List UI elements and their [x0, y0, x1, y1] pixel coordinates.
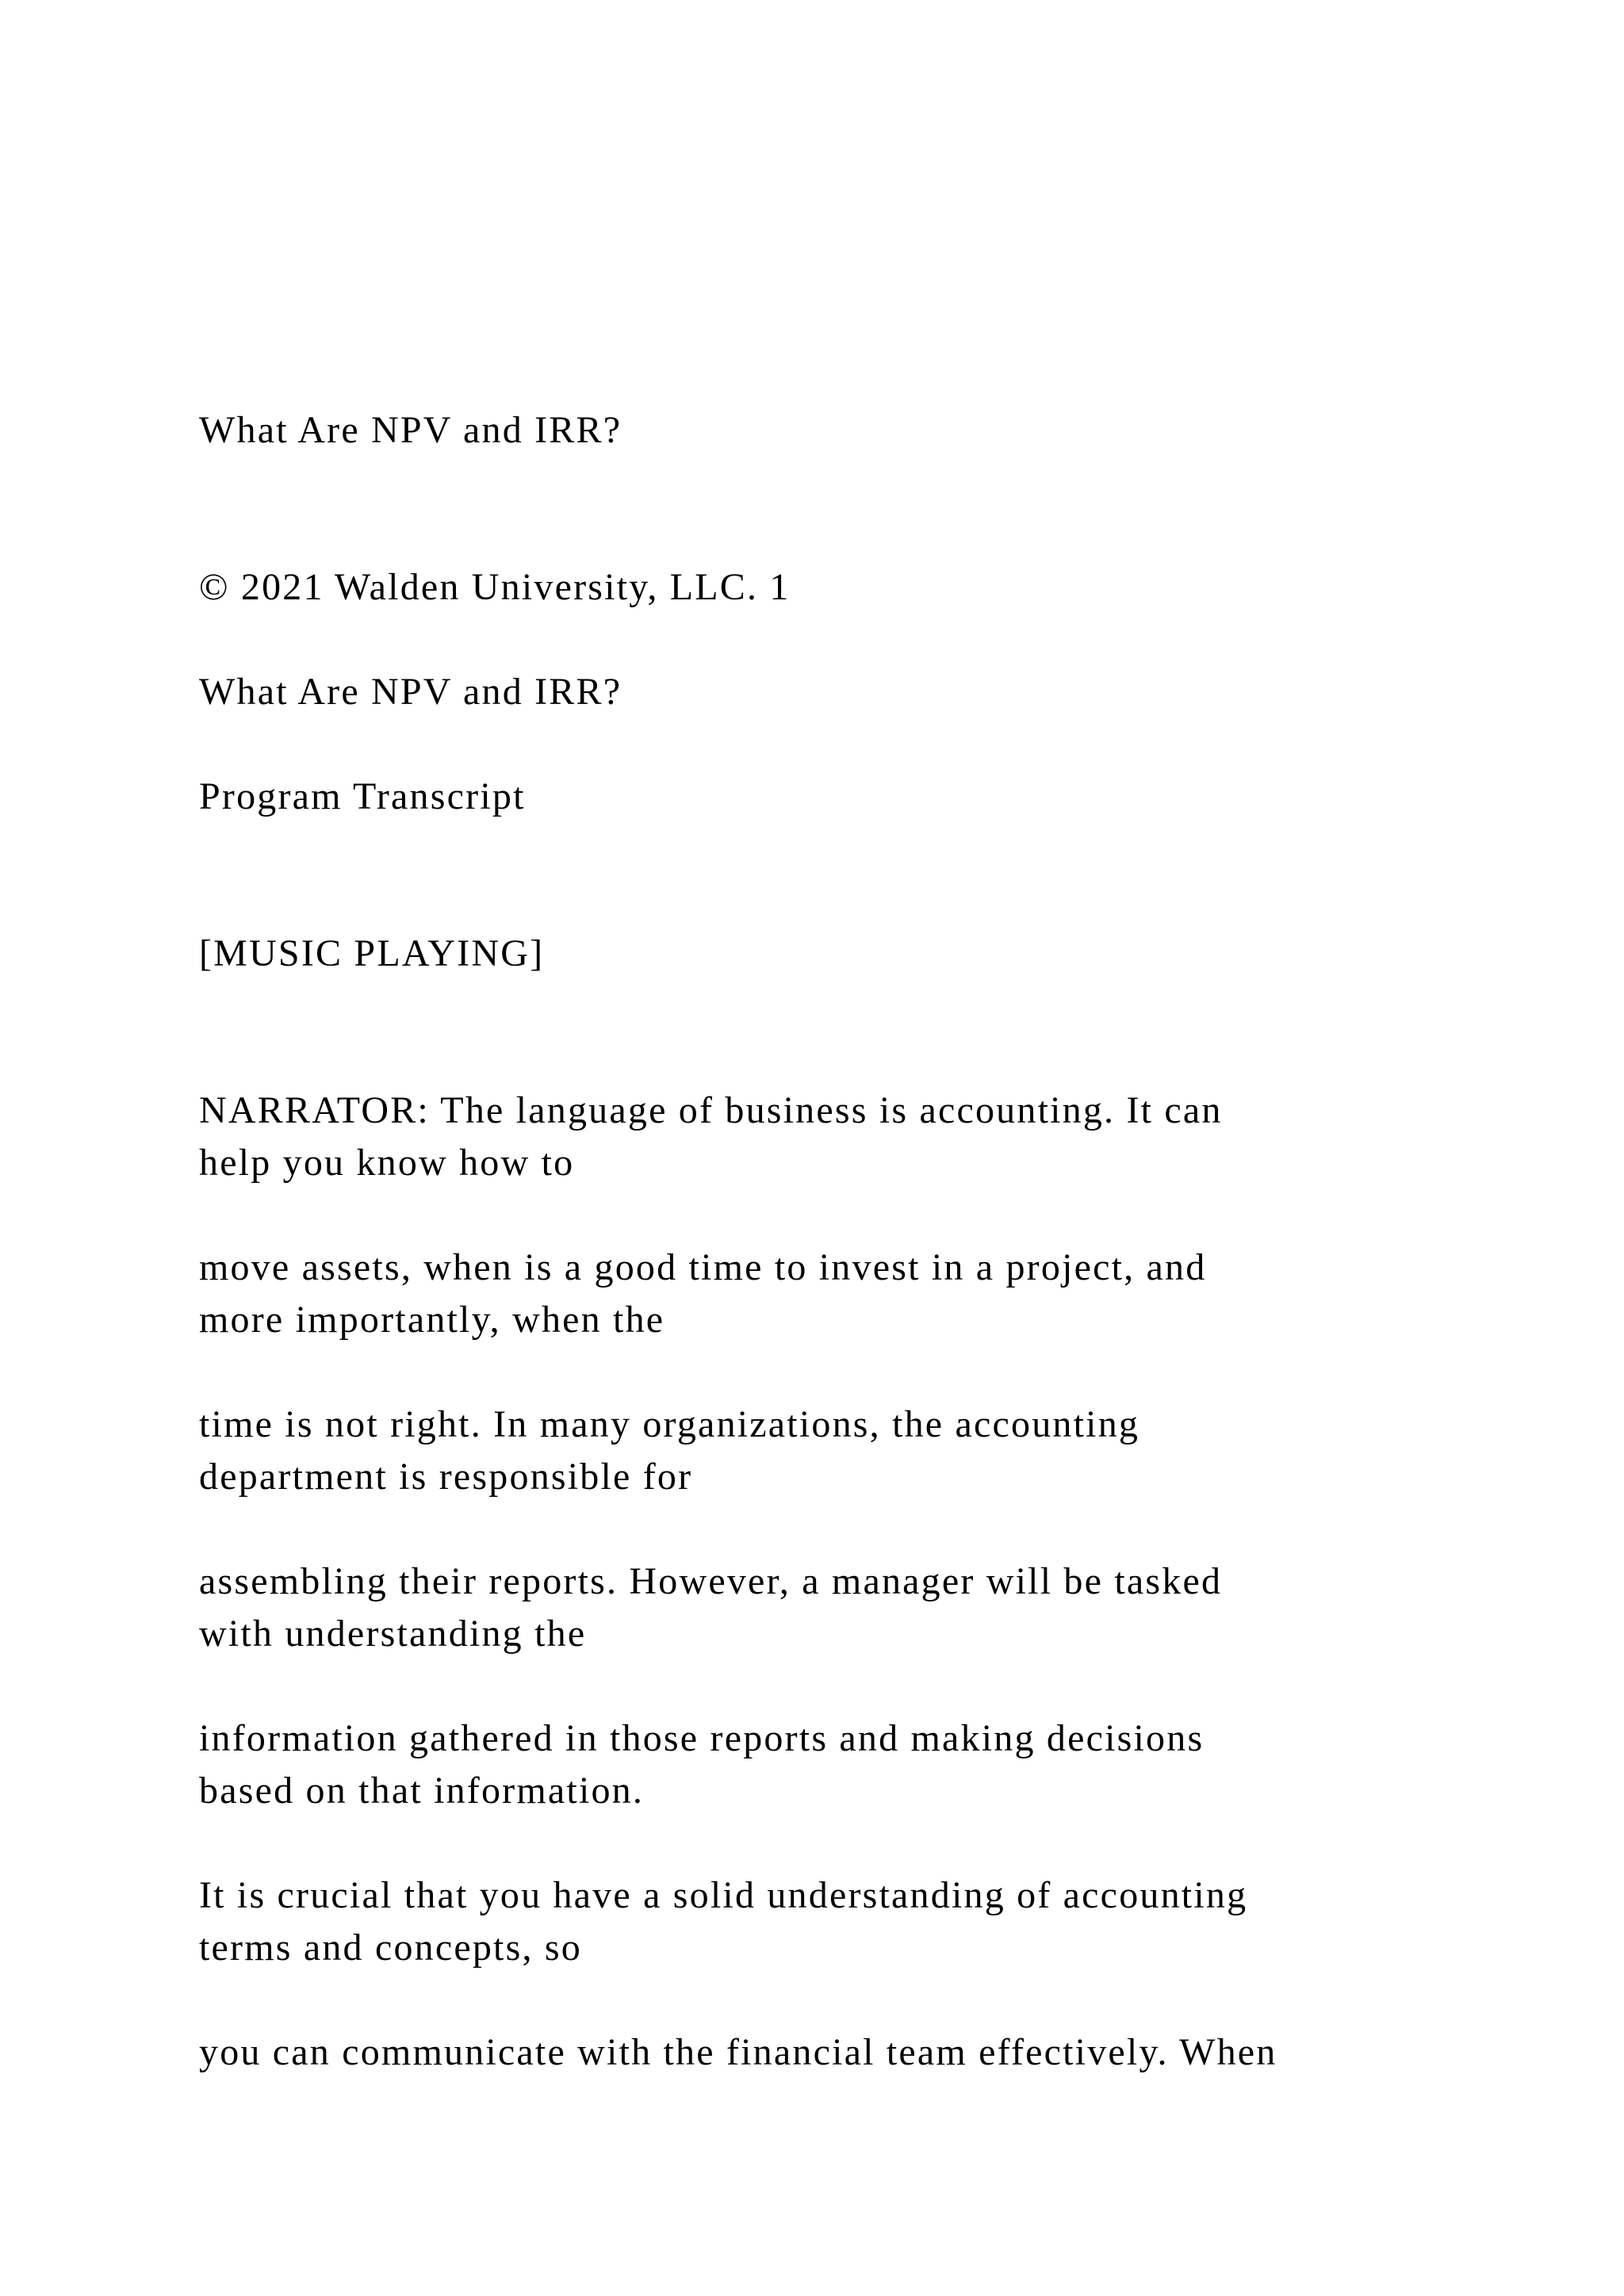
paragraph-line: NARRATOR: The language of business is accounting. It can — [199, 1089, 1223, 1131]
paragraph-line: assembling their reports. However, a manager will be tasked — [199, 1560, 1223, 1602]
paragraph-line: more importantly, when the — [199, 1299, 665, 1341]
paragraph-line: department is responsible for — [199, 1456, 693, 1498]
music-cue: [MUSIC PLAYING] — [199, 932, 545, 974]
paragraph-line: terms and concepts, so — [199, 1927, 582, 1969]
document-subtitle: What Are NPV and IRR? — [199, 671, 622, 713]
paragraph-line: It is crucial that you have a solid understanding of accounting — [199, 1874, 1248, 1916]
paragraph-line: information gathered in those reports and making decisions — [199, 1717, 1205, 1759]
paragraph-line: with understanding the — [199, 1613, 587, 1655]
copyright-line: © 2021 Walden University, LLC. 1 — [199, 566, 791, 608]
paragraph-line: time is not right. In many organizations, the accounting — [199, 1403, 1140, 1445]
paragraph-line: move assets, when is a good time to invest in a project, and — [199, 1246, 1207, 1288]
paragraph-line: help you know how to — [199, 1142, 575, 1184]
paragraph-line: based on that information. — [199, 1770, 645, 1812]
document-type: Program Transcript — [199, 775, 526, 817]
paragraph-line: you can communicate with the financial team effectively. When — [199, 2031, 1277, 2073]
document-title: What Are NPV and IRR? — [199, 409, 622, 451]
